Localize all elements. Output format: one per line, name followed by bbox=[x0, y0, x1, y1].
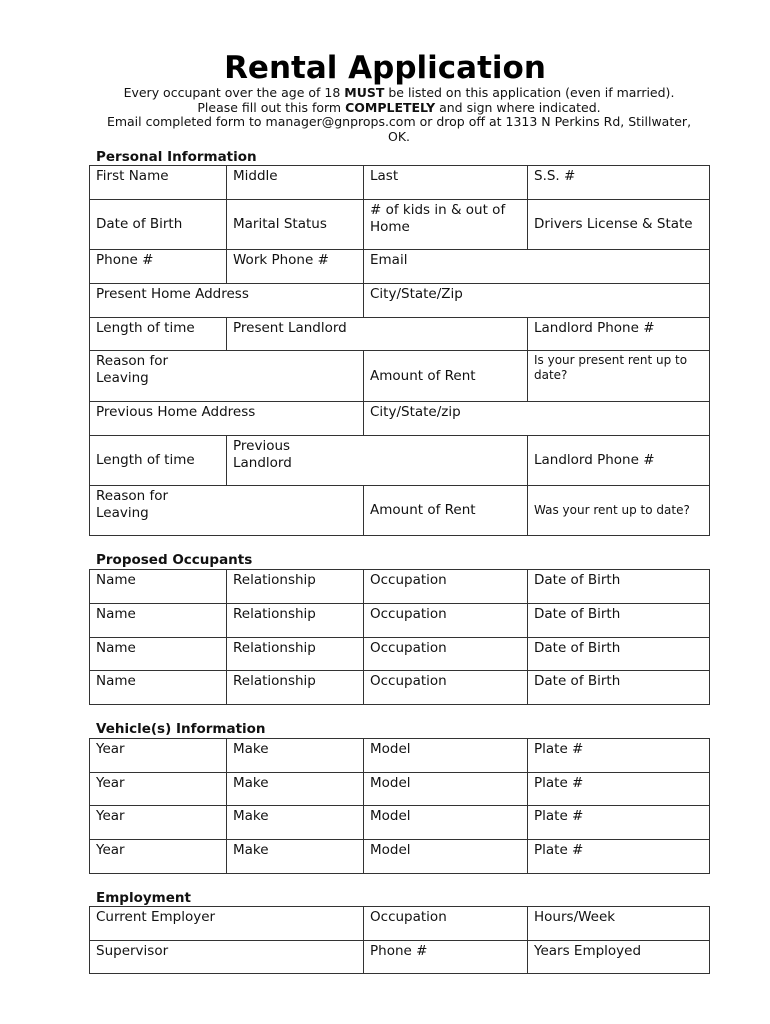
vehicle-plate-field[interactable]: Plate # bbox=[528, 773, 710, 806]
present-rent-up-to-date-field[interactable]: Is your present rent up to date? bbox=[528, 351, 710, 402]
marital-status-field[interactable]: Marital Status bbox=[227, 200, 364, 250]
occupant-occupation-field[interactable]: Occupation bbox=[364, 570, 528, 604]
date-of-birth-field[interactable]: Date of Birth bbox=[90, 200, 227, 250]
vehicle-model-field[interactable]: Model bbox=[364, 773, 528, 806]
vehicle-plate-field[interactable]: Plate # bbox=[528, 806, 710, 840]
present-amount-rent-field[interactable]: Amount of Rent bbox=[364, 351, 528, 402]
vehicle-make-field[interactable]: Make bbox=[227, 739, 364, 773]
table-row bbox=[90, 638, 710, 671]
occupant-name-field[interactable]: Name bbox=[90, 638, 227, 671]
table-row bbox=[90, 739, 710, 773]
phone-field[interactable]: Phone # bbox=[90, 250, 227, 284]
vehicle-make-field[interactable]: Make bbox=[227, 806, 364, 840]
occupant-dob-field[interactable]: Date of Birth bbox=[528, 671, 710, 705]
occupant-relationship-field[interactable]: Relationship bbox=[227, 671, 364, 705]
present-landlord-phone-field[interactable]: Landlord Phone # bbox=[528, 318, 710, 351]
vehicle-make-field[interactable]: Make bbox=[227, 840, 364, 874]
occupant-dob-field[interactable]: Date of Birth bbox=[528, 604, 710, 638]
present-reason-leaving-field[interactable] bbox=[90, 351, 364, 402]
current-employer-field[interactable]: Current Employer bbox=[90, 907, 364, 941]
intro-text bbox=[100, 86, 698, 144]
table-row bbox=[90, 806, 710, 840]
occupant-dob-field[interactable]: Date of Birth bbox=[528, 638, 710, 671]
previous-landlord-label: Previous Landlord bbox=[233, 438, 292, 471]
occupant-relationship-field[interactable]: Relationship bbox=[227, 604, 364, 638]
supervisor-field[interactable]: Supervisor bbox=[90, 941, 364, 974]
occupant-occupation-field[interactable]: Occupation bbox=[364, 638, 528, 671]
intro-line-1: Every occupant over the age of 18 MUST be listed on this application (even if married). bbox=[123, 85, 675, 100]
table-row bbox=[90, 773, 710, 806]
table-row bbox=[90, 840, 710, 874]
personal-information-table bbox=[89, 165, 710, 536]
work-phone-field[interactable]: Work Phone # bbox=[227, 250, 364, 284]
vehicle-model-field[interactable]: Model bbox=[364, 840, 528, 874]
occupant-name-field[interactable]: Name bbox=[90, 671, 227, 705]
employment-table bbox=[89, 906, 710, 974]
ss-number-field[interactable]: S.S. # bbox=[528, 166, 710, 200]
previous-address-field[interactable]: Previous Home Address bbox=[90, 402, 364, 436]
occupant-occupation-field[interactable]: Occupation bbox=[364, 604, 528, 638]
intro-line-3: Email completed form to manager@gnprops.com or drop off at 1313 N Perkins Rd, Stillwater, OK. bbox=[106, 114, 692, 144]
proposed-occupants-table bbox=[89, 569, 710, 705]
previous-amount-rent-field[interactable]: Amount of Rent bbox=[364, 486, 528, 536]
previous-landlord-field[interactable] bbox=[227, 436, 528, 486]
proposed-occupants-heading: Proposed Occupants bbox=[96, 552, 253, 568]
last-name-field[interactable]: Last bbox=[364, 166, 528, 200]
drivers-license-field[interactable]: Drivers License & State bbox=[528, 200, 710, 250]
email-field[interactable]: Email bbox=[364, 250, 710, 284]
table-row bbox=[90, 570, 710, 604]
previous-rent-up-to-date-field[interactable]: Was your rent up to date? bbox=[528, 486, 710, 536]
personal-information-heading: Personal Information bbox=[96, 149, 257, 165]
years-employed-field[interactable]: Years Employed bbox=[528, 941, 710, 974]
vehicles-information-heading: Vehicle(s) Information bbox=[96, 721, 266, 737]
hours-per-week-field[interactable]: Hours/Week bbox=[528, 907, 710, 941]
vehicle-year-field[interactable]: Year bbox=[90, 840, 227, 874]
vehicle-model-field[interactable]: Model bbox=[364, 806, 528, 840]
present-landlord-field[interactable]: Present Landlord bbox=[227, 318, 528, 351]
previous-city-state-zip-field[interactable]: City/State/zip bbox=[364, 402, 710, 436]
table-row bbox=[90, 671, 710, 705]
previous-landlord-phone-field[interactable]: Landlord Phone # bbox=[528, 436, 710, 486]
occupant-name-field[interactable]: Name bbox=[90, 570, 227, 604]
vehicle-model-field[interactable]: Model bbox=[364, 739, 528, 773]
previous-reason-leaving-label: Reason for Leaving bbox=[96, 488, 169, 521]
occupant-occupation-field[interactable]: Occupation bbox=[364, 671, 528, 705]
present-address-field[interactable]: Present Home Address bbox=[90, 284, 364, 318]
first-name-field[interactable]: First Name bbox=[90, 166, 227, 200]
vehicle-year-field[interactable]: Year bbox=[90, 806, 227, 840]
vehicle-plate-field[interactable]: Plate # bbox=[528, 840, 710, 874]
vehicle-year-field[interactable]: Year bbox=[90, 739, 227, 773]
page-title: Rental Application bbox=[224, 50, 546, 86]
previous-length-of-time-field[interactable]: Length of time bbox=[90, 436, 227, 486]
vehicle-plate-field[interactable]: Plate # bbox=[528, 739, 710, 773]
previous-reason-leaving-field[interactable] bbox=[90, 486, 364, 536]
present-city-state-zip-field[interactable]: City/State/Zip bbox=[364, 284, 710, 318]
employment-heading: Employment bbox=[96, 890, 191, 906]
employment-occupation-field[interactable]: Occupation bbox=[364, 907, 528, 941]
table-row bbox=[90, 604, 710, 638]
vehicles-information-table bbox=[89, 738, 710, 874]
middle-name-field[interactable]: Middle bbox=[227, 166, 364, 200]
present-length-of-time-field[interactable]: Length of time bbox=[90, 318, 227, 351]
kids-count-field[interactable]: # of kids in & out of Home bbox=[364, 200, 528, 250]
vehicle-year-field[interactable]: Year bbox=[90, 773, 227, 806]
occupant-dob-field[interactable]: Date of Birth bbox=[528, 570, 710, 604]
occupant-relationship-field[interactable]: Relationship bbox=[227, 570, 364, 604]
intro-line-2: Please fill out this form COMPLETELY and sign where indicated. bbox=[197, 99, 601, 115]
vehicle-make-field[interactable]: Make bbox=[227, 773, 364, 806]
reason-leaving-label: Reason for Leaving bbox=[96, 353, 169, 386]
employment-phone-field[interactable]: Phone # bbox=[364, 941, 528, 974]
occupant-name-field[interactable]: Name bbox=[90, 604, 227, 638]
occupant-relationship-field[interactable]: Relationship bbox=[227, 638, 364, 671]
